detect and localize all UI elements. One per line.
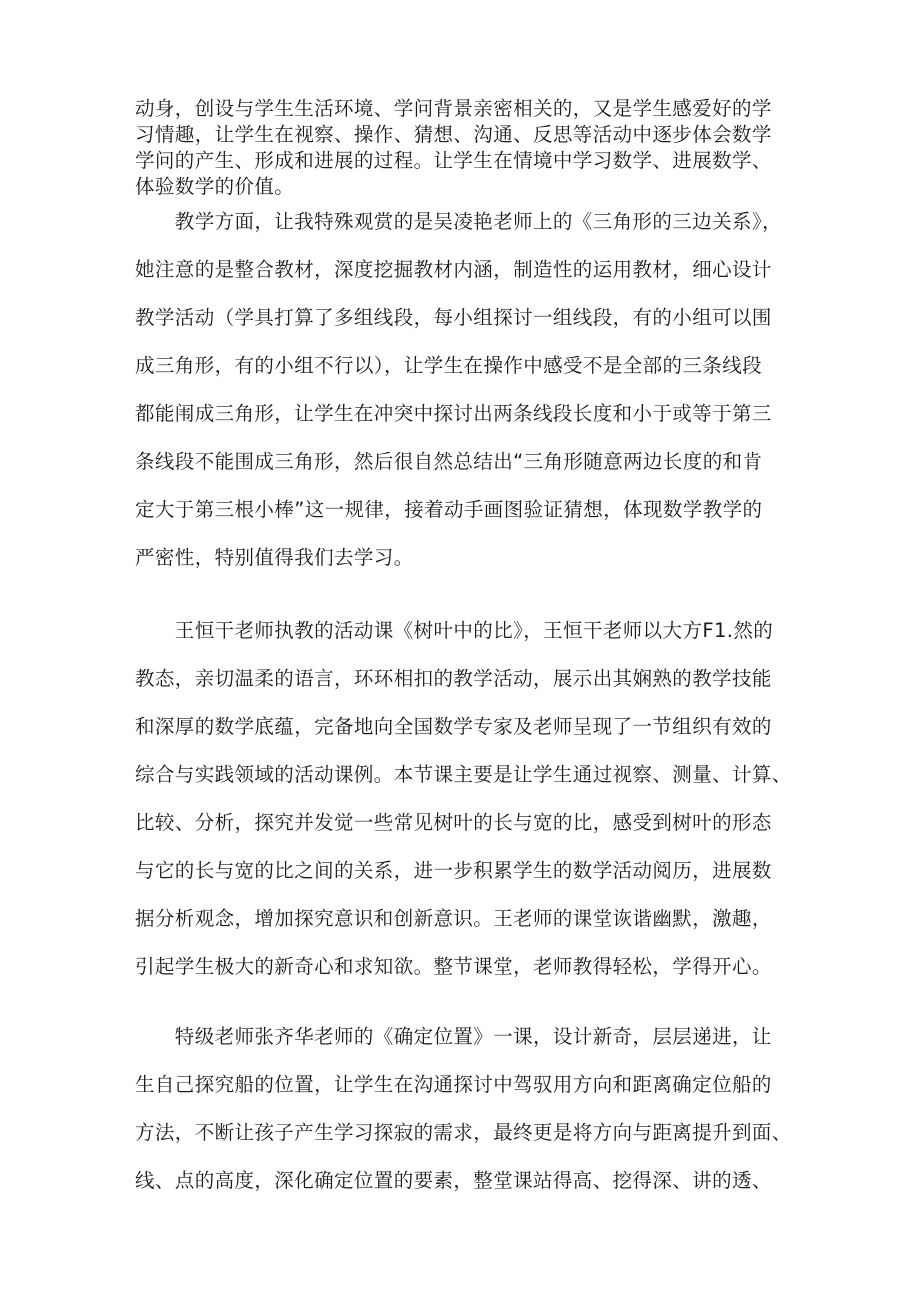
text-line: 条线段不能围成三角形，然后很自然总结出“三角形随意两边长度的和肯 [135,450,763,473]
paragraph-2 [135,198,785,582]
text-line: 习情趣，让学生在视察、操作、猜想、沟通、反思等活动中逐步体会数学 [135,123,772,146]
text-line: 都能闱成三角形，让学生在冲突中探讨出两条线段长度和小于或等于第三 [135,402,772,425]
text-line: 她注意的是整合教材，深度挖掘教材内涵，制造性的运用教材，细心设计 [135,258,772,281]
text-line: 严密性，特别值得我们去学习。 [135,546,414,569]
text-line: 学问的产生、形成和进展的过程。让学生在情境中学习数学、进展数学、 [135,149,772,172]
text-line: 教学方面，让我特殊观赏的是吴凌艳老师上的《三角形的三边关系》， [135,210,782,233]
paragraph-4 [135,1013,792,1205]
text-line: 和深厚的数学底蕴，完备地向全国数学专家及老师呈现了一节组织有效的 [135,715,772,738]
paragraph-1 [135,96,785,200]
text-line: 教学活动（学具打算了多组线段，每小组探讨一组线段，有的小组可以围 [135,306,772,329]
text-line: 综合与实践领域的活动课例。本节课主要是让学生通过视察、测量、计算、 [135,763,792,786]
text-line: 动身，创设与学生生活环境、学问背景亲密相关的，又是学生感爱好的学 [135,97,772,120]
text-line: 定大于第三根小棒”这一规律，接着动手画图验证猜想，体现数学教学的 [135,498,763,521]
text-line: 王恒干老师执教的活动课《树叶中的比》，王恒干老师以大方F1.然的 [135,619,774,642]
text-line: 成三角形，有的小组不行以），让学生在操作中感受不是全部的三条线段 [135,354,763,377]
paragraph-3 [135,607,792,991]
text-line: 据分析观念，增加探究意识和创新意识。王老师的课堂诙谐幽默，激趣， [135,907,772,930]
text-line: 体验数学的价值。 [135,175,295,198]
text-line: 生自己探究船的位置，让学生在沟通探讨中驾驭用方向和距离确定位船的 [135,1073,772,1096]
text-line: 教态，亲切温柔的语言，环环相扣的教学活动，展示出其娴熟的教学技能 [135,667,772,690]
text-line: 特级老师张齐华老师的《确定位置》一课，设计新奇，层层递进，让 [135,1025,772,1048]
text-line: 比较、分析，探究并发觉一些常见树叶的长与宽的比，感受到树叶的形态 [135,811,772,834]
text-line: 与它的长与宽的比之间的关系，进一步积累学生的数学活动阅历，进展数 [135,859,772,882]
text-line: 引起学生极大的新奇心和求知欲。整节课堂，老师教得轻松，学得开心。 [135,955,772,978]
text-line: 线、点的高度，深化确定位置的要素，整堂课站得高、挖得深、讲的透、 [135,1169,772,1192]
text-line: 方法，不断让孩子产生学习探寂的需求，最终更是将方向与距离提升到面、 [135,1121,792,1144]
